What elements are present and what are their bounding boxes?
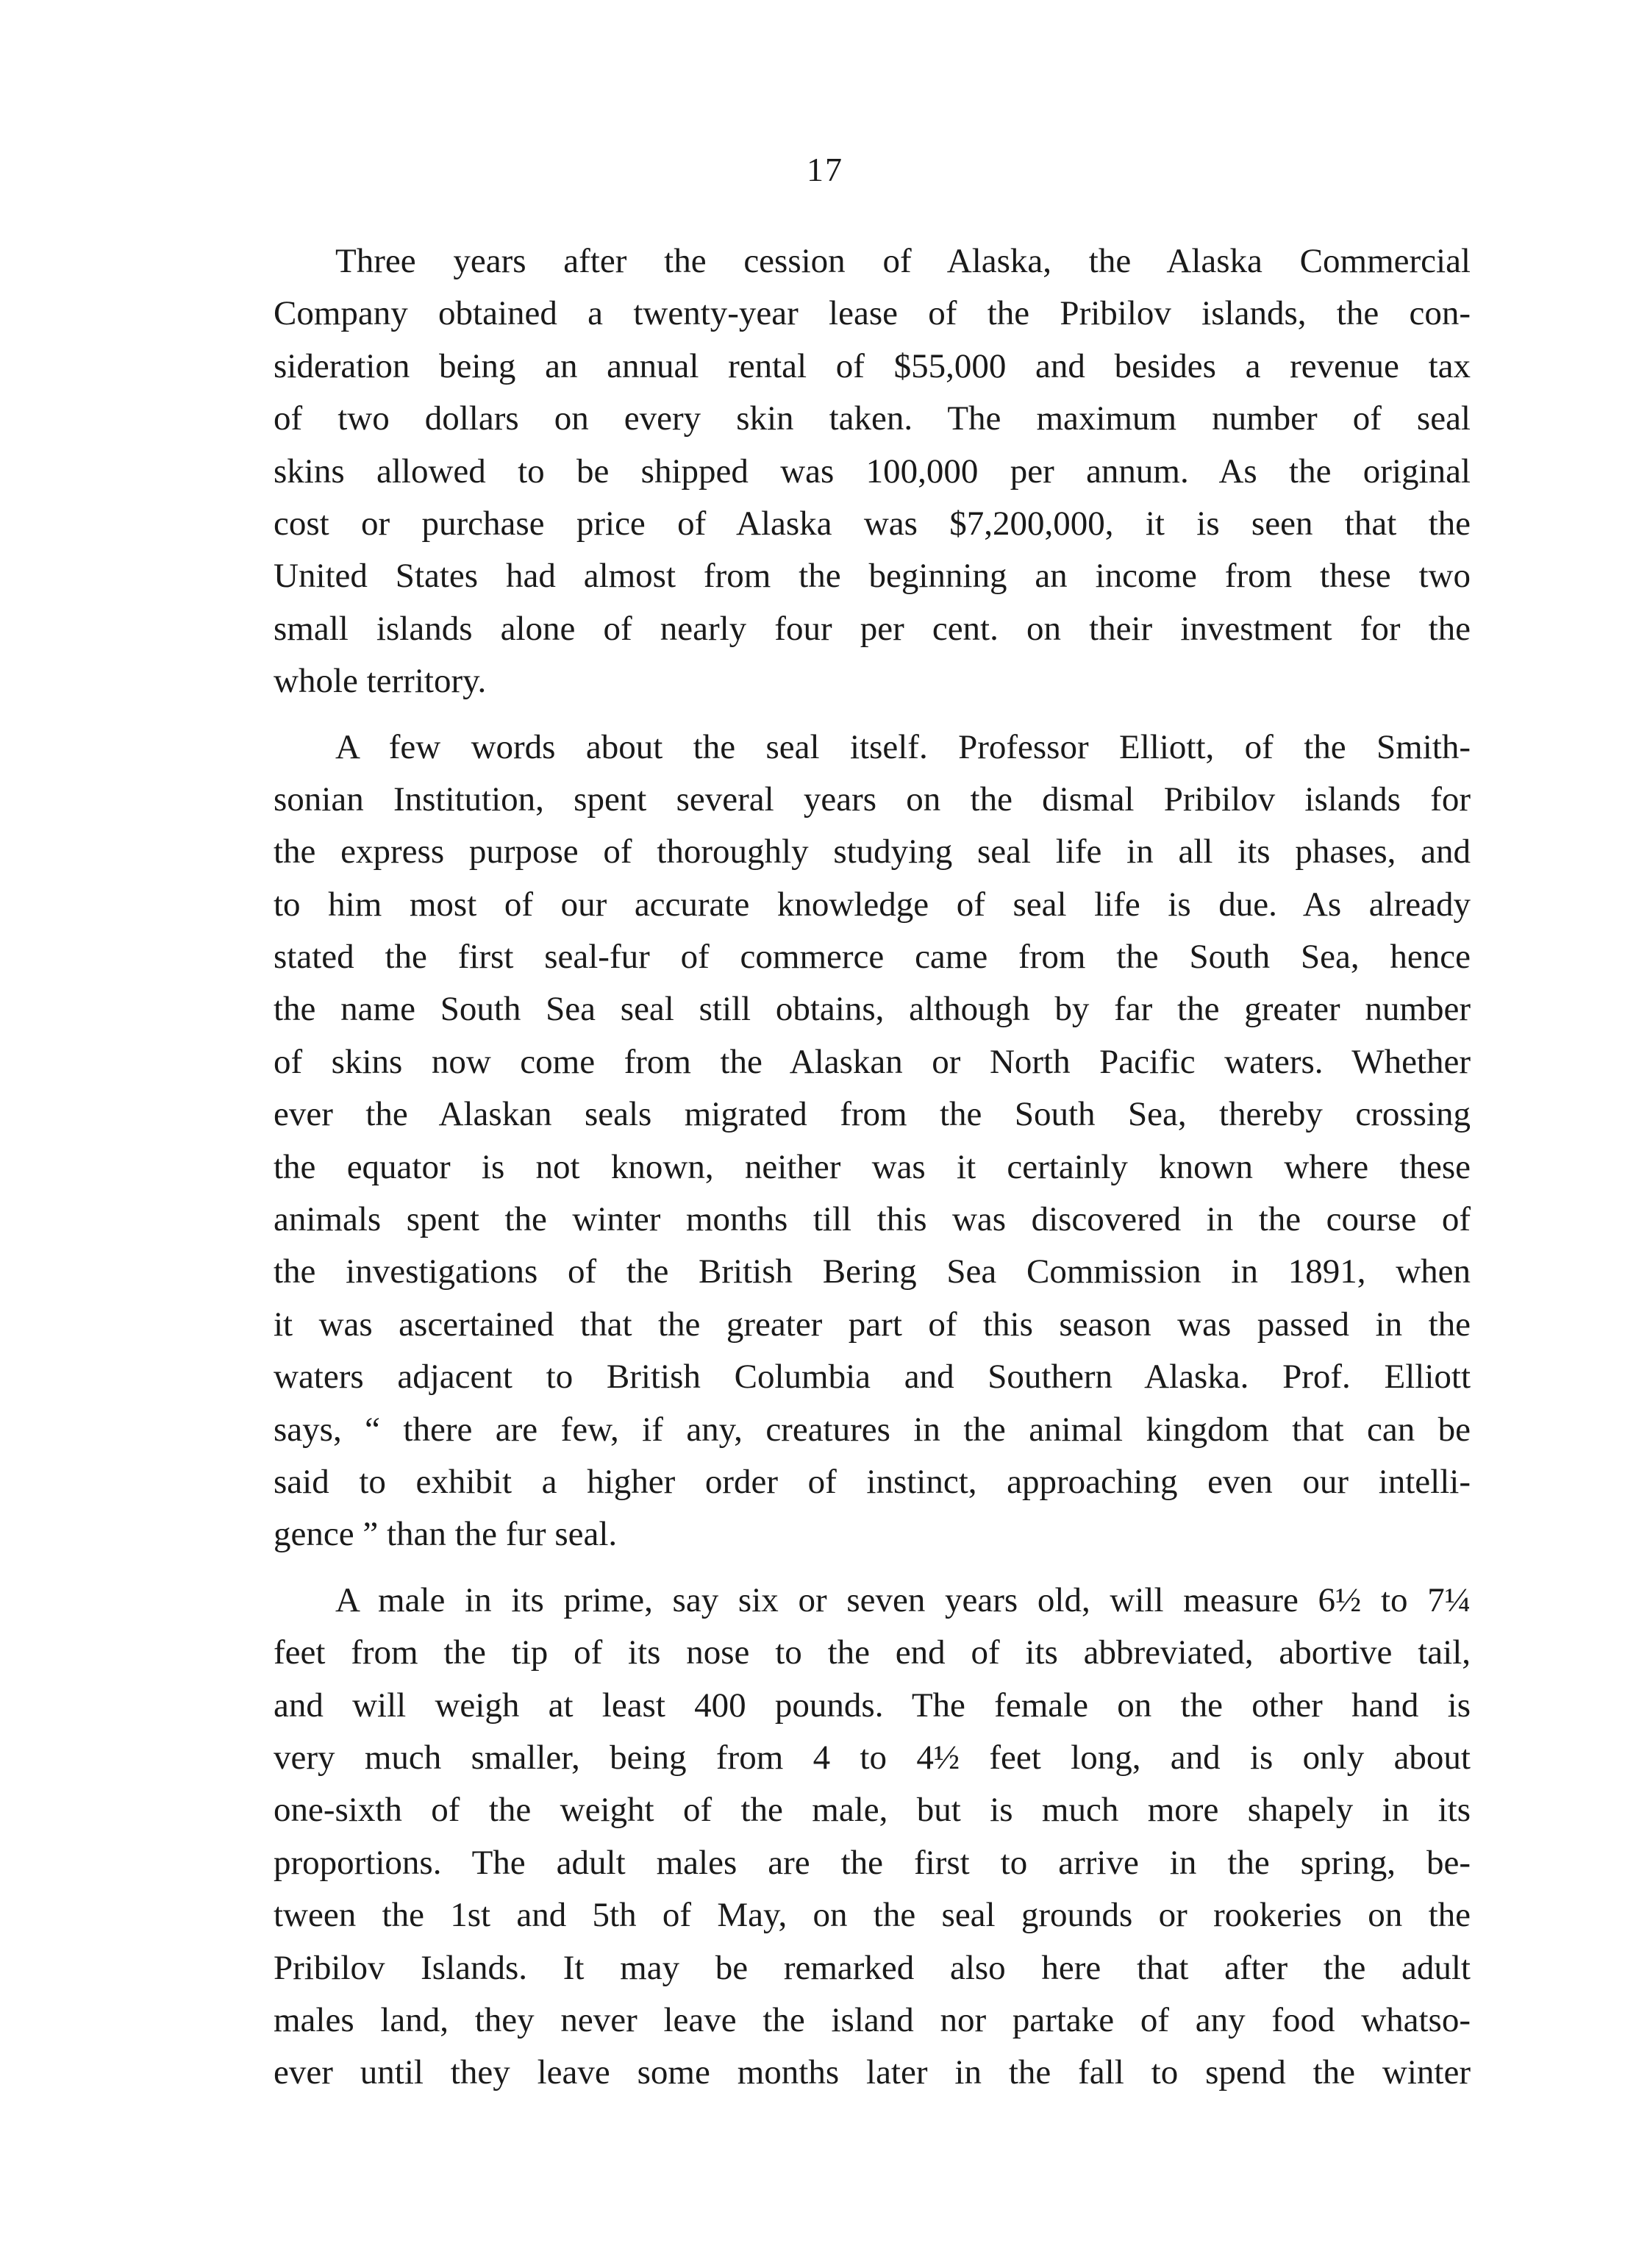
text-line: proportions. The adult males are the first to arrive in the spring, be- [274,1843,1471,1882]
paragraph [274,235,1471,708]
text-line: skins allowed to be shipped was 100,000 per annum. As the original [274,452,1471,491]
text-line: whole territory. [274,662,487,701]
text-line: tween the 1st and 5th of May, on the seal grounds or rookeries on the [274,1896,1471,1935]
text-line: feet from the tip of its nose to the end of its abbreviated, abortive tail, [274,1633,1471,1672]
page-number: 17 [807,151,843,188]
text-line: Pribilov Islands. It may be remarked also here that after the adult [274,1948,1471,1987]
text-line: sideration being an annual rental of $55,000 and besides a revenue tax [274,346,1471,385]
text-line: waters adjacent to British Columbia and Southern Alaska. Prof. Elliott [274,1358,1471,1397]
text-line: ever the Alaskan seals migrated from the South Sea, thereby crossing [274,1095,1471,1134]
body-text [274,235,1471,2113]
text-line: the name South Sea seal still obtains, although by far the greater number [274,990,1471,1029]
text-line: the equator is not known, neither was it certainly known where these [274,1147,1471,1186]
text-line: sonian Institution, spent several years on the dismal Pribilov islands for [274,780,1471,819]
text-line: A male in its prime, say six or seven years old, will measure 6½ to 7¼ [335,1580,1471,1619]
text-line: of skins now come from the Alaskan or North Pacific waters. Whether [274,1042,1471,1081]
text-line: animals spent the winter months till this was discovered in the course of [274,1200,1471,1239]
text-line: the investigations of the British Bering Sea Commission in 1891, when [274,1252,1471,1291]
paragraph [274,1575,1471,2100]
text-line: it was ascertained that the greater part of this season was passed in the [274,1305,1471,1344]
text-line: Three years after the cession of Alaska, the Alaska Commercial [335,242,1471,280]
text-line: said to exhibit a higher order of instinct, approaching even our intelli- [274,1462,1471,1501]
text-line: United States had almost from the beginning an income from these two [274,557,1471,596]
text-line: very much smaller, being from 4 to 4½ feet long, and is only about [274,1738,1471,1777]
text-line: stated the first seal-fur of commerce came from the South Sea, hence [274,938,1471,977]
text-line: gence ” than the fur seal. [274,1515,618,1554]
text-line: of two dollars on every skin taken. The maximum number of seal [274,399,1471,438]
text-line: A few words about the seal itself. Professor Elliott, of the Smith- [335,727,1471,766]
paragraph [274,721,1471,1561]
text-line: the express purpose of thoroughly studying seal life in all its phases, and [274,832,1471,871]
text-line: Company obtained a twenty-year lease of the Pribilov islands, the con- [274,294,1471,333]
text-line: males land, they never leave the island nor partake of any food whatso- [274,2000,1471,2039]
text-line: ever until they leave some months later in the fall to spend the winter [274,2053,1471,2092]
text-line: cost or purchase price of Alaska was $7,200,000, it is seen that the [274,504,1471,543]
text-line: says, “ there are few, if any, creatures in the animal kingdom that can be [274,1410,1471,1449]
text-line: to him most of our accurate knowledge of seal life is due. As already [274,885,1471,924]
text-line: and will weigh at least 400 pounds. The female on the other hand is [274,1686,1471,1725]
text-line: small islands alone of nearly four per cent. on their investment for the [274,609,1471,648]
text-line: one-sixth of the weight of the male, but is much more shapely in its [274,1791,1471,1830]
